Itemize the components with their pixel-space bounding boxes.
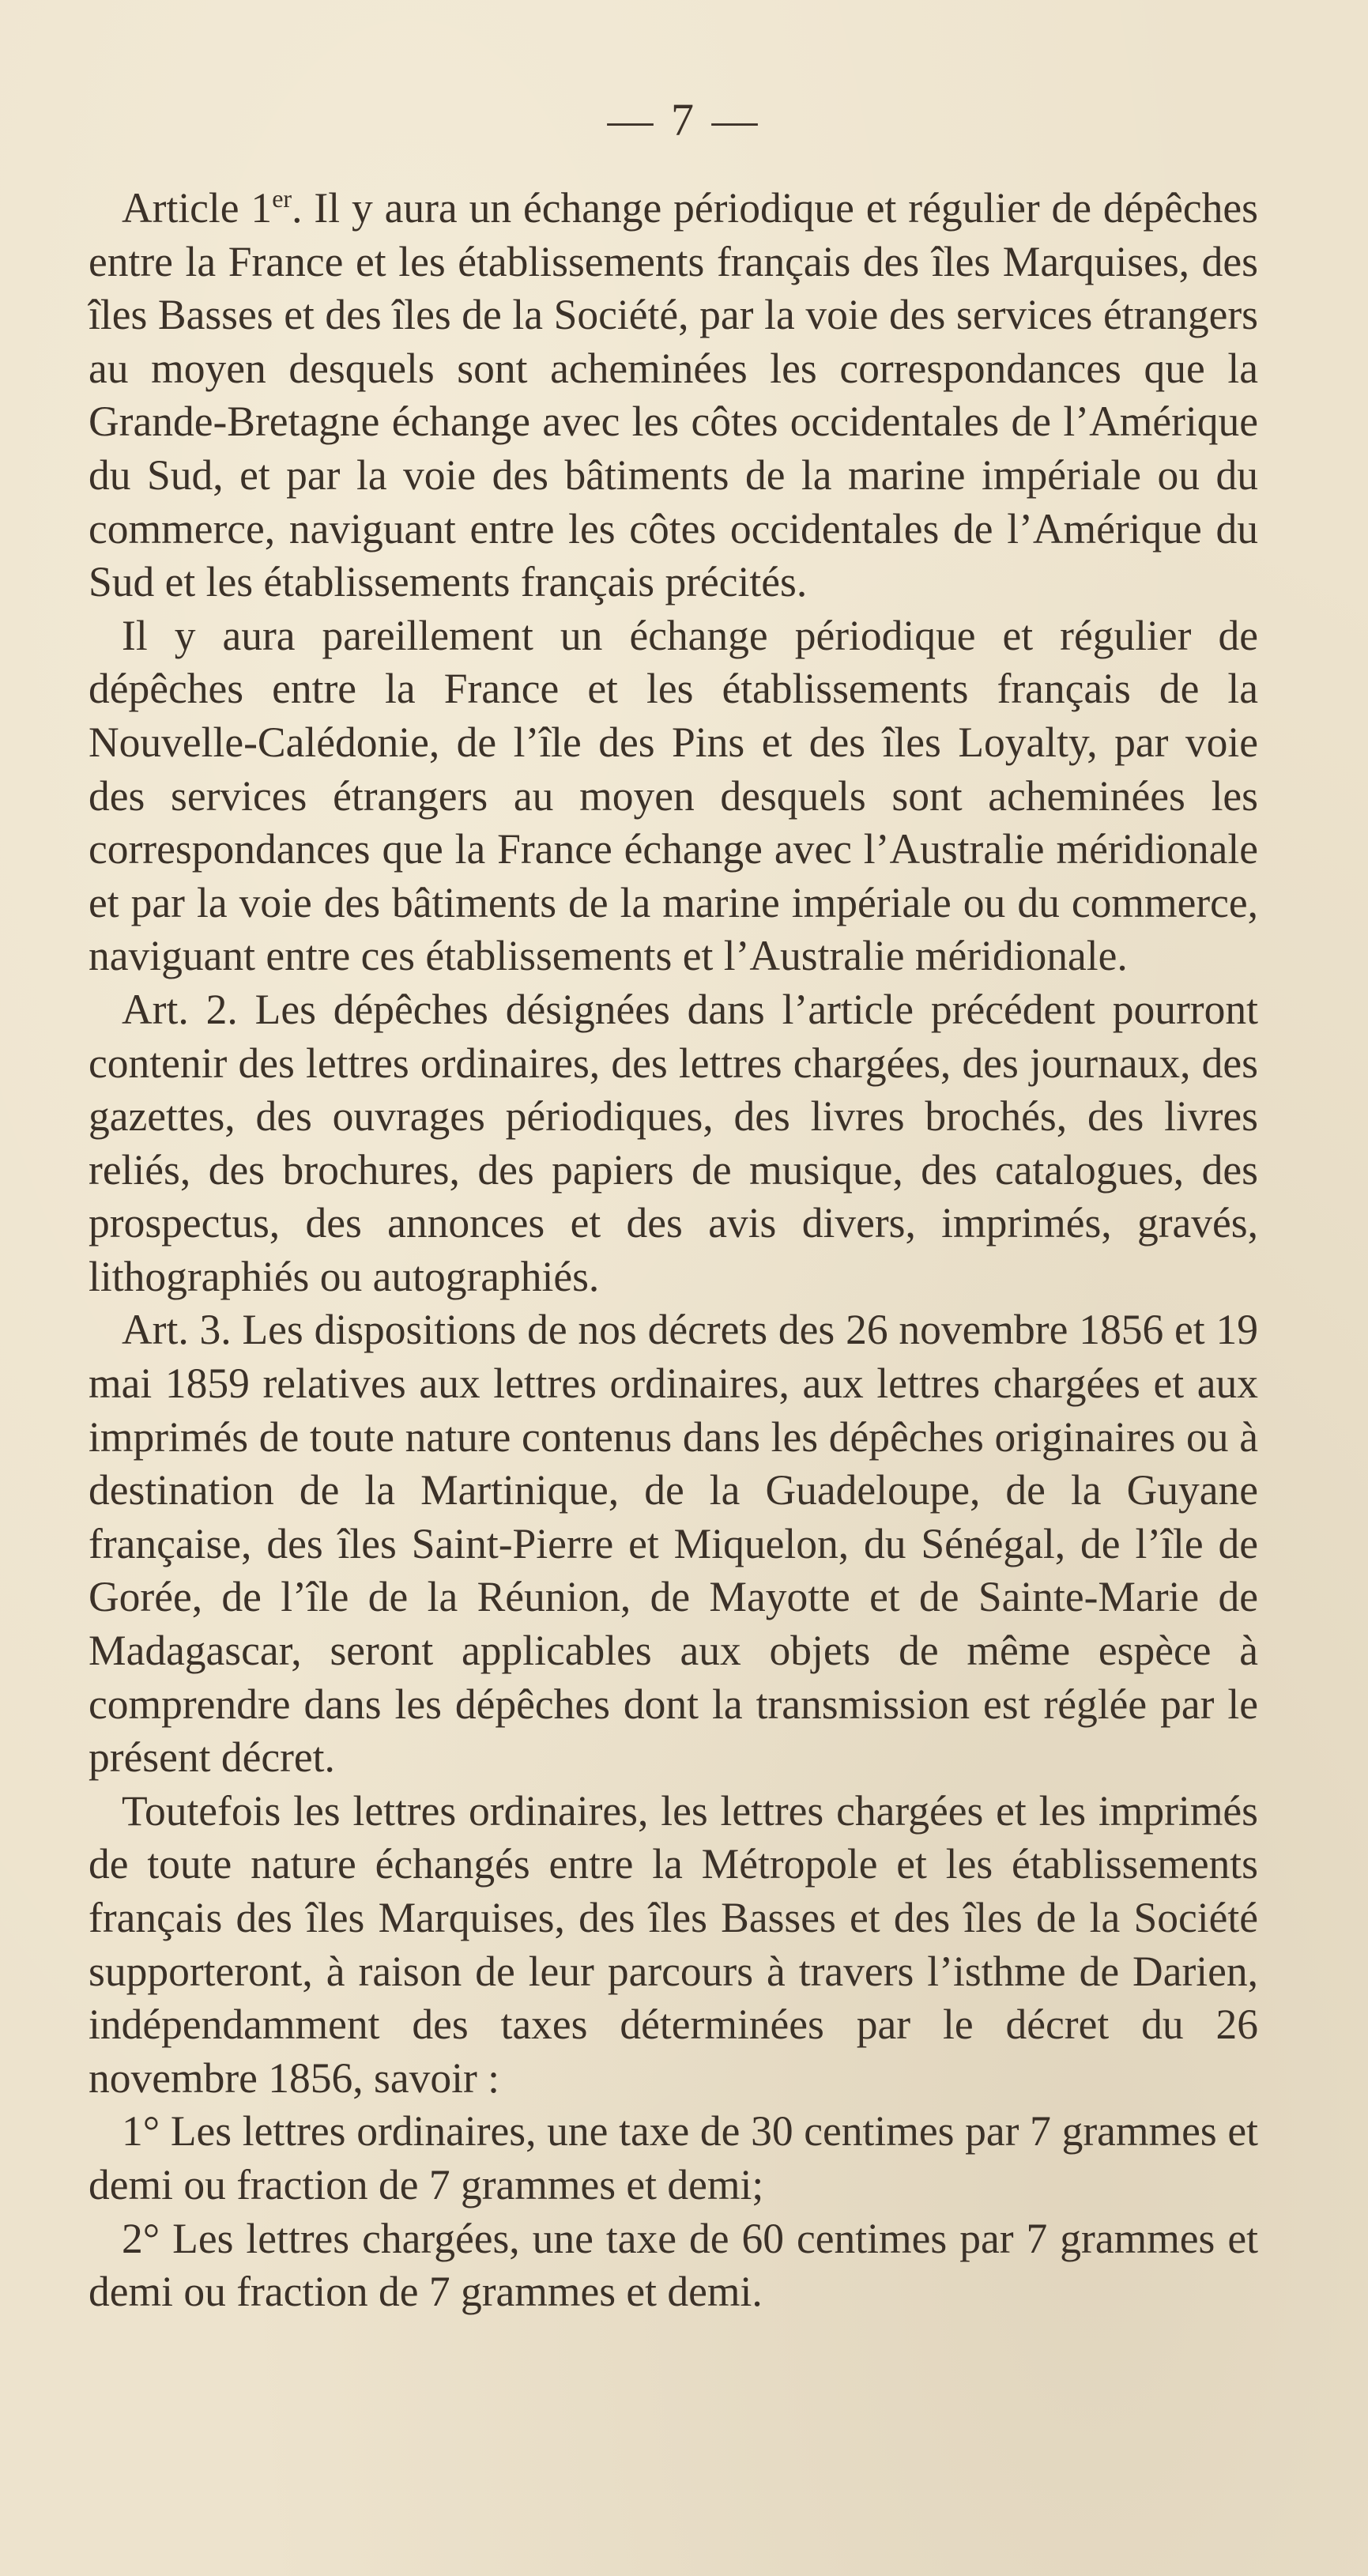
paragraph-article-3: Art. 3. Les dispositions de nos décrets des 26 novembre 1856 et 19 mai 1859 relatives aux lettres ordinaires, aux lettres chargées et aux imprimés de toute nature contenus dans les dépêches originaires ou à destination de la Martinique, de la Guadeloupe, de la Guyane française, des îles Saint-Pierre et Miquelon, du Sénégal, de l’île de Gorée, de l’île de la Réunion, de Mayotte et de Sainte-Marie de Madagascar, seront applicables aux objets de même espèce à comprendre dans les dépêches dont la transmission est réglée par le présent décret.	[89, 1306, 1258, 1782]
article-1-text: . Il y aura un échange périodique et régulier de dépêches entre la France et les établissements français des îles Marquises, des îles Basses et des îles de la Société, par la voie des services étrangers au moyen desquels sont acheminées les correspondances que la Grande-Bretagne échange avec les côtes occidentales de l’Amérique du Sud, et par la voie des bâtiments de la marine impériale ou du commerce, naviguant entre les côtes occidentales de l’Amérique du Sud et les établissements français précités.	[89, 184, 1258, 606]
paragraph-item-1: 1° Les lettres ordinaires, une taxe de 30 centimes par 7 grammes et demi ou fraction de 7 grammes et demi;	[89, 2107, 1258, 2208]
body-text	[89, 182, 1258, 2319]
page-number: — 7 —	[607, 94, 761, 145]
paragraph-article-1-second: Il y aura pareillement un échange périodique et régulier de dépêches entre la France et les établissements français de la Nouvelle-Calédonie, de l’île des Pins et des îles Loyalty, par voie des services étrangers au moyen desquels sont acheminées les correspondances que la France échange avec l’Australie méridionale et par la voie des bâtiments de la marine impériale ou du commerce, naviguant entre ces établissements et l’Australie méridionale.	[89, 611, 1258, 980]
article-1-superscript: er	[272, 184, 292, 213]
paragraph-toutefois: Toutefois les lettres ordinaires, les lettres chargées et les imprimés de toute nature échangés entre la Métropole et les établissements français des îles Marquises, des îles Basses et des îles de la Société supporteront, à raison de leur parcours à travers l’isthme de Darien, indépendamment des taxes déterminées par le décret du 26 novembre 1856, savoir :	[89, 1786, 1258, 2102]
paragraph-article-2: Art. 2. Les dépêches désignées dans l’article précédent pourront contenir des lettres ordinaires, des lettres chargées, des journaux, des gazettes, des ouvrages périodiques, des livres brochés, des livres reliés, des brochures, des papiers de musique, des catalogues, des prospectus, des annonces et des avis divers, imprimés, gravés, lithographiés ou autographiés.	[89, 985, 1258, 1300]
paragraph-article-1	[89, 182, 1258, 609]
paragraph-item-2: 2° Les lettres chargées, une taxe de 60 centimes par 7 grammes et demi ou fraction de 7 grammes et demi.	[89, 2214, 1258, 2316]
article-1-lead: Article 1	[122, 184, 273, 232]
